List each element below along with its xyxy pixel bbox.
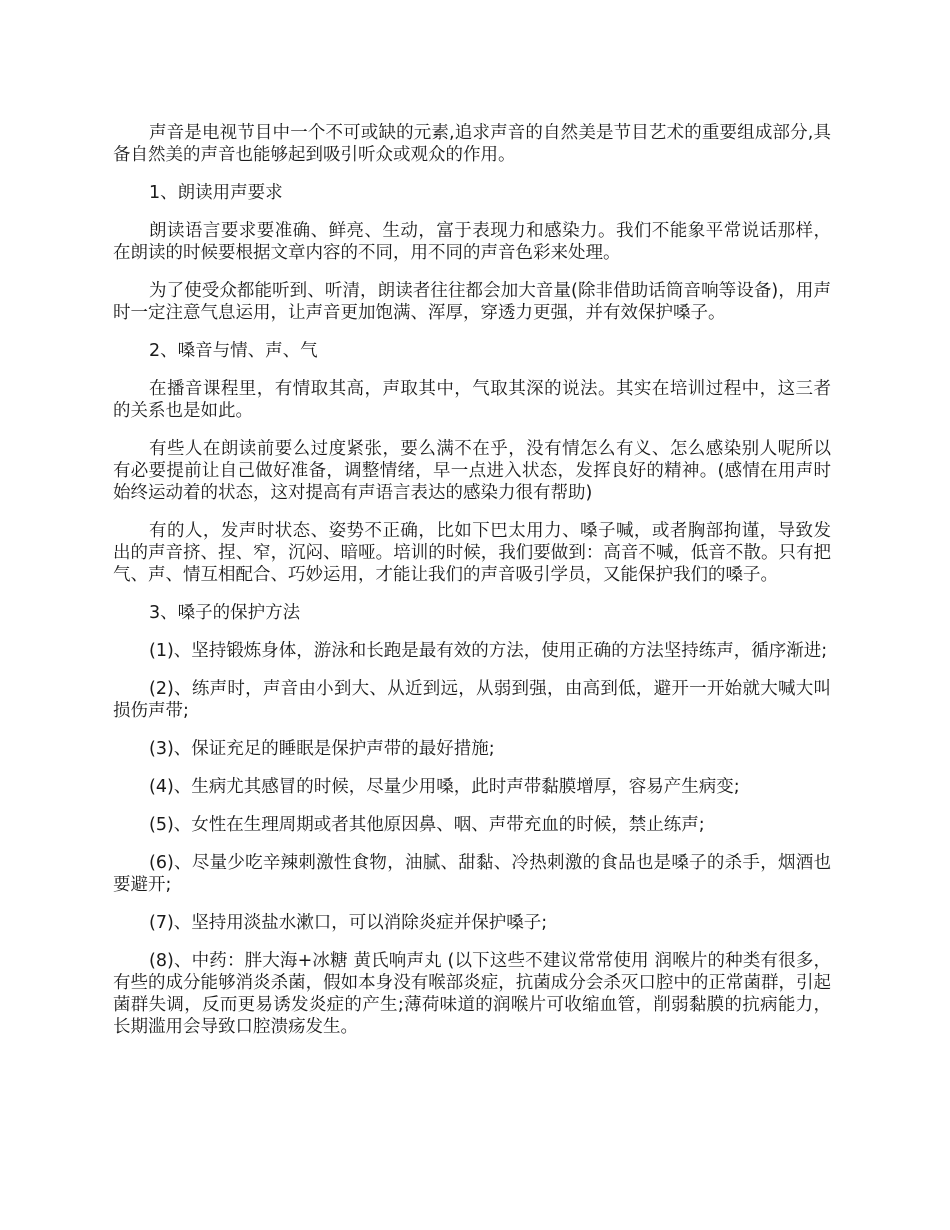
section-heading-protection: 3、嗓子的保护方法: [149, 603, 301, 623]
section-heading-voice: 2、嗓音与情、声、气: [149, 341, 318, 361]
list-item: (4)、生病尤其感冒的时候，尽量少用嗓，此时声带黏膜增厚，容易产生病变;: [149, 777, 740, 797]
section-heading-reading: 1、朗读用声要求: [149, 183, 283, 203]
paragraph: 朗读语言要求要准确、鲜亮、生动，富于表现力和感染力。我们不能象平常说话那样，在朗读的时候要根据文章内容的不同，用不同的声音色彩来处理。: [113, 221, 831, 263]
document-body: [113, 122, 831, 1054]
list-item: (7)、坚持用淡盐水漱口，可以消除炎症并保护嗓子;: [149, 913, 548, 933]
list-item: (1)、坚持锻炼身体，游泳和长跑是最有效的方法，使用正确的方法坚持练声，循序渐进;: [149, 641, 828, 661]
list-item: (2)、练声时，声音由小到大、从近到远，从弱到强，由高到低，避开一开始就大喊大叫损伤声带;: [113, 679, 831, 721]
paragraph: 有的人，发声时状态、姿势不正确，比如下巴太用力、嗓子喊，或者胸部拘谨，导致发出的声音挤、捏、窄，沉闷、暗哑。培训的时候，我们要做到：高音不喊，低音不散。只有把气、声、情互相配合、巧妙运用，才能让我们的声音吸引学员，又能保护我们的嗓子。: [113, 521, 831, 585]
paragraph: 有些人在朗读前要么过度紧张，要么满不在乎，没有情怎么有义、怎么感染别人呢所以有必要提前让自己做好准备，调整情绪，早一点进入状态，发挥良好的精神。(感情在用声时始终运动着的状态，这对提高有声语言表达的感染力很有帮助): [113, 439, 831, 503]
list-item: (3)、保证充足的睡眠是保护声带的最好措施;: [149, 739, 495, 759]
paragraph: 为了使受众都能听到、听清，朗读者往往都会加大音量(除非借助话筒音响等设备)，用声时一定注意气息运用，让声音更加饱满、浑厚，穿透力更强，并有效保护嗓子。: [113, 281, 831, 323]
paragraph: 在播音课程里，有情取其高，声取其中，气取其深的说法。其实在培训过程中，这三者的关系也是如此。: [113, 379, 831, 421]
list-item: (6)、尽量少吃辛辣刺激性食物，油腻、甜黏、冷热刺激的食品也是嗓子的杀手，烟酒也要避开;: [113, 853, 831, 895]
intro-paragraph: 声音是电视节目中一个不可或缺的元素,追求声音的自然美是节目艺术的重要组成部分,具备自然美的声音也能够起到吸引听众或观众的作用。: [113, 123, 831, 165]
list-item: (8)、中药：胖大海+冰糖 黄氏响声丸 (以下这些不建议常常使用 润喉片的种类有很多，有些的成分能够消炎杀菌，假如本身没有喉部炎症，抗菌成分会杀灭口腔中的正常菌群，引起菌群失调，反而更易诱发炎症的产生;薄荷味道的润喉片可收缩血管，削弱黏膜的抗病能力，长期滥用会导致口腔溃疡发生。: [113, 951, 831, 1037]
list-item: (5)、女性在生理周期或者其他原因鼻、咽、声带充血的时候，禁止练声;: [149, 815, 705, 835]
